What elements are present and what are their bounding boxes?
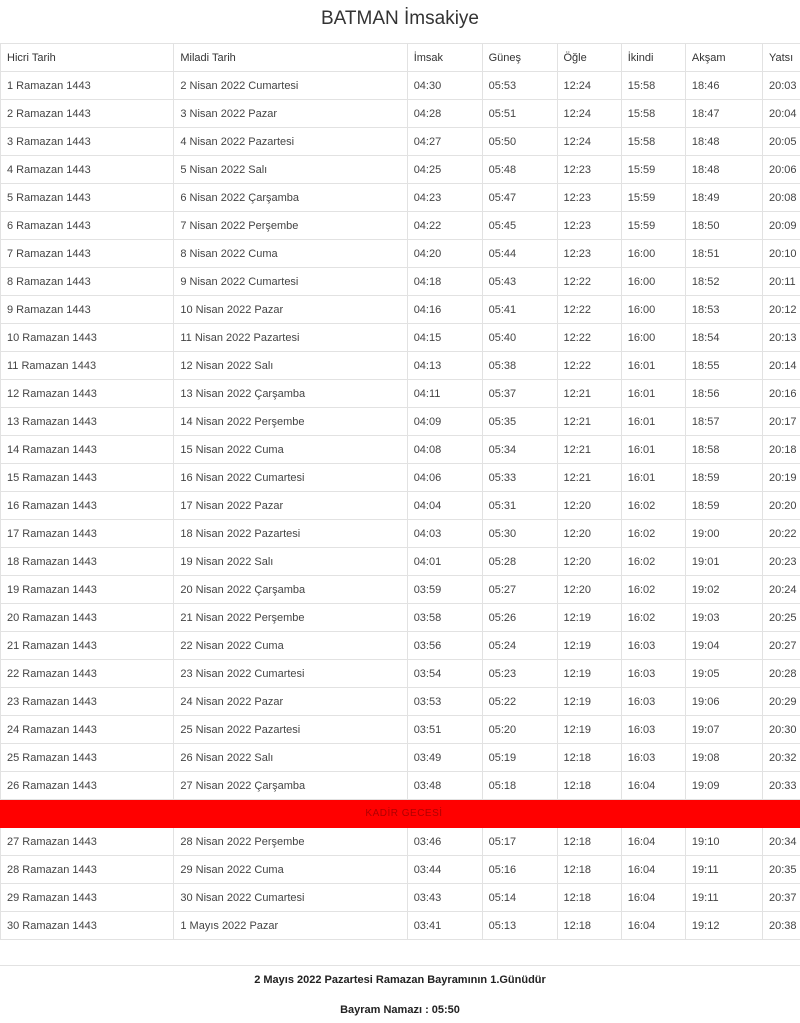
cell-miladi-tarih: 25 Nisan 2022 Pazartesi [174, 716, 407, 744]
cell-imsak: 04:20 [407, 240, 482, 268]
cell-imsak: 03:59 [407, 576, 482, 604]
footer-divider [0, 965, 800, 966]
table-row [1, 716, 800, 744]
cell-hicri-tarih: 13 Ramazan 1443 [1, 408, 174, 436]
cell-ikindi: 16:02 [621, 576, 685, 604]
cell-hicri-tarih: 21 Ramazan 1443 [1, 632, 174, 660]
cell-imsak: 03:44 [407, 856, 482, 884]
table-row [1, 324, 800, 352]
cell-yatsi: 20:35 [762, 856, 800, 884]
cell-hicri-tarih: 6 Ramazan 1443 [1, 212, 174, 240]
table-row [1, 632, 800, 660]
cell-ikindi: 16:03 [621, 660, 685, 688]
cell-imsak: 04:13 [407, 352, 482, 380]
table-row [1, 408, 800, 436]
table-row [1, 744, 800, 772]
cell-imsak: 03:53 [407, 688, 482, 716]
cell-hicri-tarih: 10 Ramazan 1443 [1, 324, 174, 352]
cell-aksam: 19:01 [685, 548, 762, 576]
cell-imsak: 03:43 [407, 884, 482, 912]
cell-yatsi: 20:10 [762, 240, 800, 268]
cell-gunes: 05:34 [482, 436, 557, 464]
cell-ikindi: 15:58 [621, 100, 685, 128]
cell-imsak: 04:30 [407, 72, 482, 100]
table-row [1, 212, 800, 240]
cell-aksam: 19:12 [685, 912, 762, 940]
cell-aksam: 19:05 [685, 660, 762, 688]
cell-yatsi: 20:16 [762, 380, 800, 408]
cell-ogle: 12:18 [557, 912, 621, 940]
cell-aksam: 18:56 [685, 380, 762, 408]
cell-yatsi: 20:19 [762, 464, 800, 492]
cell-aksam: 18:50 [685, 212, 762, 240]
cell-ogle: 12:22 [557, 296, 621, 324]
cell-ikindi: 16:00 [621, 324, 685, 352]
cell-miladi-tarih: 24 Nisan 2022 Pazar [174, 688, 407, 716]
cell-imsak: 03:48 [407, 772, 482, 800]
table-row [1, 100, 800, 128]
cell-ogle: 12:21 [557, 380, 621, 408]
kadir-gecesi-label: KADİR GECESİ [1, 800, 800, 828]
cell-hicri-tarih: 22 Ramazan 1443 [1, 660, 174, 688]
cell-gunes: 05:41 [482, 296, 557, 324]
cell-aksam: 19:06 [685, 688, 762, 716]
cell-ogle: 12:19 [557, 604, 621, 632]
cell-ogle: 12:21 [557, 408, 621, 436]
cell-miladi-tarih: 21 Nisan 2022 Perşembe [174, 604, 407, 632]
cell-yatsi: 20:23 [762, 548, 800, 576]
cell-ogle: 12:20 [557, 492, 621, 520]
table-row [1, 884, 800, 912]
cell-aksam: 18:57 [685, 408, 762, 436]
cell-ikindi: 16:04 [621, 856, 685, 884]
cell-yatsi: 20:18 [762, 436, 800, 464]
cell-yatsi: 20:25 [762, 604, 800, 632]
header-aksam: Akşam [685, 44, 762, 72]
cell-ikindi: 16:03 [621, 632, 685, 660]
cell-ogle: 12:20 [557, 520, 621, 548]
cell-miladi-tarih: 2 Nisan 2022 Cumartesi [174, 72, 407, 100]
table-row [1, 296, 800, 324]
cell-hicri-tarih: 26 Ramazan 1443 [1, 772, 174, 800]
cell-aksam: 19:09 [685, 772, 762, 800]
table-row [1, 184, 800, 212]
cell-miladi-tarih: 27 Nisan 2022 Çarşamba [174, 772, 407, 800]
cell-gunes: 05:37 [482, 380, 557, 408]
cell-yatsi: 20:37 [762, 884, 800, 912]
cell-ikindi: 16:00 [621, 240, 685, 268]
cell-gunes: 05:19 [482, 744, 557, 772]
table-row [1, 828, 800, 856]
cell-yatsi: 20:11 [762, 268, 800, 296]
header-gunes: Güneş [482, 44, 557, 72]
cell-hicri-tarih: 16 Ramazan 1443 [1, 492, 174, 520]
cell-aksam: 18:47 [685, 100, 762, 128]
cell-yatsi: 20:33 [762, 772, 800, 800]
cell-imsak: 04:16 [407, 296, 482, 324]
cell-miladi-tarih: 3 Nisan 2022 Pazar [174, 100, 407, 128]
cell-yatsi: 20:34 [762, 828, 800, 856]
table-row [1, 772, 800, 800]
cell-ikindi: 16:04 [621, 884, 685, 912]
cell-yatsi: 20:29 [762, 688, 800, 716]
cell-ikindi: 15:59 [621, 184, 685, 212]
cell-imsak: 04:08 [407, 436, 482, 464]
cell-hicri-tarih: 17 Ramazan 1443 [1, 520, 174, 548]
cell-gunes: 05:50 [482, 128, 557, 156]
cell-hicri-tarih: 24 Ramazan 1443 [1, 716, 174, 744]
cell-aksam: 18:54 [685, 324, 762, 352]
cell-gunes: 05:48 [482, 156, 557, 184]
table-row [1, 688, 800, 716]
cell-ikindi: 16:02 [621, 604, 685, 632]
cell-miladi-tarih: 15 Nisan 2022 Cuma [174, 436, 407, 464]
cell-yatsi: 20:08 [762, 184, 800, 212]
table-row [1, 464, 800, 492]
cell-gunes: 05:31 [482, 492, 557, 520]
cell-ogle: 12:23 [557, 212, 621, 240]
cell-ikindi: 16:02 [621, 548, 685, 576]
cell-imsak: 04:03 [407, 520, 482, 548]
page-title: BATMAN İmsakiye [320, 8, 479, 29]
table-row [1, 912, 800, 940]
cell-miladi-tarih: 12 Nisan 2022 Salı [174, 352, 407, 380]
cell-ogle: 12:21 [557, 464, 621, 492]
table-row [1, 520, 800, 548]
cell-ikindi: 16:01 [621, 408, 685, 436]
cell-miladi-tarih: 29 Nisan 2022 Cuma [174, 856, 407, 884]
cell-hicri-tarih: 2 Ramazan 1443 [1, 100, 174, 128]
cell-miladi-tarih: 6 Nisan 2022 Çarşamba [174, 184, 407, 212]
cell-aksam: 18:59 [685, 492, 762, 520]
cell-ogle: 12:22 [557, 268, 621, 296]
cell-ogle: 12:19 [557, 716, 621, 744]
cell-gunes: 05:27 [482, 576, 557, 604]
cell-ikindi: 16:02 [621, 492, 685, 520]
cell-ogle: 12:20 [557, 548, 621, 576]
header-hicri-tarih: Hicri Tarih [1, 44, 174, 72]
cell-miladi-tarih: 4 Nisan 2022 Pazartesi [174, 128, 407, 156]
cell-yatsi: 20:28 [762, 660, 800, 688]
cell-gunes: 05:47 [482, 184, 557, 212]
cell-hicri-tarih: 15 Ramazan 1443 [1, 464, 174, 492]
cell-imsak: 04:11 [407, 380, 482, 408]
bayram-namazi-time: Bayram Namazı : 05:50 [340, 1004, 460, 1016]
cell-hicri-tarih: 5 Ramazan 1443 [1, 184, 174, 212]
cell-aksam: 18:59 [685, 464, 762, 492]
cell-ikindi: 15:58 [621, 128, 685, 156]
cell-ikindi: 16:01 [621, 352, 685, 380]
cell-hicri-tarih: 23 Ramazan 1443 [1, 688, 174, 716]
cell-hicri-tarih: 7 Ramazan 1443 [1, 240, 174, 268]
cell-imsak: 04:04 [407, 492, 482, 520]
cell-aksam: 18:48 [685, 128, 762, 156]
header-ikindi: İkindi [621, 44, 685, 72]
cell-miladi-tarih: 26 Nisan 2022 Salı [174, 744, 407, 772]
cell-miladi-tarih: 19 Nisan 2022 Salı [174, 548, 407, 576]
cell-ikindi: 16:01 [621, 380, 685, 408]
cell-miladi-tarih: 8 Nisan 2022 Cuma [174, 240, 407, 268]
cell-gunes: 05:38 [482, 352, 557, 380]
cell-miladi-tarih: 23 Nisan 2022 Cumartesi [174, 660, 407, 688]
cell-imsak: 04:28 [407, 100, 482, 128]
cell-ikindi: 16:02 [621, 520, 685, 548]
cell-hicri-tarih: 18 Ramazan 1443 [1, 548, 174, 576]
cell-ogle: 12:19 [557, 632, 621, 660]
cell-gunes: 05:16 [482, 856, 557, 884]
cell-imsak: 04:22 [407, 212, 482, 240]
table-row [1, 576, 800, 604]
table-header-row [1, 44, 800, 72]
table-row [1, 240, 800, 268]
cell-ikindi: 15:59 [621, 156, 685, 184]
cell-gunes: 05:14 [482, 884, 557, 912]
cell-gunes: 05:30 [482, 520, 557, 548]
cell-miladi-tarih: 16 Nisan 2022 Cumartesi [174, 464, 407, 492]
cell-imsak: 03:54 [407, 660, 482, 688]
table-row [1, 128, 800, 156]
cell-imsak: 04:18 [407, 268, 482, 296]
cell-ogle: 12:18 [557, 884, 621, 912]
header-ogle: Öğle [557, 44, 621, 72]
cell-miladi-tarih: 18 Nisan 2022 Pazartesi [174, 520, 407, 548]
cell-aksam: 18:53 [685, 296, 762, 324]
cell-yatsi: 20:20 [762, 492, 800, 520]
cell-gunes: 05:18 [482, 772, 557, 800]
cell-ikindi: 16:04 [621, 828, 685, 856]
kadir-gecesi-row [1, 800, 800, 828]
table-row [1, 604, 800, 632]
cell-aksam: 19:10 [685, 828, 762, 856]
cell-aksam: 19:11 [685, 884, 762, 912]
cell-gunes: 05:13 [482, 912, 557, 940]
cell-hicri-tarih: 29 Ramazan 1443 [1, 884, 174, 912]
cell-aksam: 18:46 [685, 72, 762, 100]
cell-yatsi: 20:14 [762, 352, 800, 380]
cell-yatsi: 20:13 [762, 324, 800, 352]
cell-ogle: 12:19 [557, 688, 621, 716]
cell-imsak: 03:41 [407, 912, 482, 940]
cell-ikindi: 16:04 [621, 912, 685, 940]
cell-ogle: 12:18 [557, 828, 621, 856]
cell-aksam: 18:51 [685, 240, 762, 268]
cell-gunes: 05:40 [482, 324, 557, 352]
cell-hicri-tarih: 20 Ramazan 1443 [1, 604, 174, 632]
table-body [1, 72, 800, 940]
cell-miladi-tarih: 7 Nisan 2022 Perşembe [174, 212, 407, 240]
cell-ikindi: 16:04 [621, 772, 685, 800]
bayram-info: 2 Mayıs 2022 Pazartesi Ramazan Bayramının 1.Günüdür [254, 974, 546, 986]
cell-aksam: 19:03 [685, 604, 762, 632]
cell-yatsi: 20:04 [762, 100, 800, 128]
cell-yatsi: 20:17 [762, 408, 800, 436]
cell-yatsi: 20:05 [762, 128, 800, 156]
cell-miladi-tarih: 20 Nisan 2022 Çarşamba [174, 576, 407, 604]
cell-hicri-tarih: 8 Ramazan 1443 [1, 268, 174, 296]
cell-ogle: 12:23 [557, 156, 621, 184]
table-row [1, 352, 800, 380]
cell-imsak: 03:56 [407, 632, 482, 660]
cell-hicri-tarih: 1 Ramazan 1443 [1, 72, 174, 100]
cell-miladi-tarih: 22 Nisan 2022 Cuma [174, 632, 407, 660]
cell-ikindi: 16:03 [621, 688, 685, 716]
cell-ikindi: 15:58 [621, 72, 685, 100]
table-row [1, 660, 800, 688]
cell-ikindi: 16:01 [621, 464, 685, 492]
header-yatsi: Yatsı [762, 44, 800, 72]
cell-aksam: 19:04 [685, 632, 762, 660]
cell-aksam: 18:52 [685, 268, 762, 296]
cell-imsak: 03:58 [407, 604, 482, 632]
table-row [1, 856, 800, 884]
cell-aksam: 18:48 [685, 156, 762, 184]
header-imsak: İmsak [407, 44, 482, 72]
cell-gunes: 05:28 [482, 548, 557, 576]
table-row [1, 548, 800, 576]
cell-hicri-tarih: 30 Ramazan 1443 [1, 912, 174, 940]
cell-miladi-tarih: 17 Nisan 2022 Pazar [174, 492, 407, 520]
cell-ogle: 12:22 [557, 324, 621, 352]
cell-yatsi: 20:38 [762, 912, 800, 940]
cell-hicri-tarih: 28 Ramazan 1443 [1, 856, 174, 884]
cell-miladi-tarih: 13 Nisan 2022 Çarşamba [174, 380, 407, 408]
cell-imsak: 04:01 [407, 548, 482, 576]
cell-hicri-tarih: 3 Ramazan 1443 [1, 128, 174, 156]
table-row [1, 156, 800, 184]
cell-aksam: 18:58 [685, 436, 762, 464]
cell-hicri-tarih: 11 Ramazan 1443 [1, 352, 174, 380]
cell-gunes: 05:22 [482, 688, 557, 716]
cell-ogle: 12:18 [557, 772, 621, 800]
cell-miladi-tarih: 30 Nisan 2022 Cumartesi [174, 884, 407, 912]
cell-gunes: 05:26 [482, 604, 557, 632]
cell-ogle: 12:23 [557, 240, 621, 268]
cell-hicri-tarih: 19 Ramazan 1443 [1, 576, 174, 604]
cell-gunes: 05:45 [482, 212, 557, 240]
cell-yatsi: 20:30 [762, 716, 800, 744]
cell-miladi-tarih: 10 Nisan 2022 Pazar [174, 296, 407, 324]
cell-ogle: 12:21 [557, 436, 621, 464]
cell-ikindi: 16:03 [621, 716, 685, 744]
cell-ogle: 12:24 [557, 72, 621, 100]
cell-gunes: 05:35 [482, 408, 557, 436]
cell-imsak: 04:27 [407, 128, 482, 156]
cell-imsak: 04:15 [407, 324, 482, 352]
cell-hicri-tarih: 14 Ramazan 1443 [1, 436, 174, 464]
cell-aksam: 19:07 [685, 716, 762, 744]
cell-ogle: 12:18 [557, 744, 621, 772]
cell-ikindi: 16:00 [621, 296, 685, 324]
cell-miladi-tarih: 11 Nisan 2022 Pazartesi [174, 324, 407, 352]
cell-imsak: 04:09 [407, 408, 482, 436]
cell-ogle: 12:24 [557, 128, 621, 156]
cell-hicri-tarih: 12 Ramazan 1443 [1, 380, 174, 408]
table-row [1, 380, 800, 408]
cell-ikindi: 15:59 [621, 212, 685, 240]
cell-ogle: 12:23 [557, 184, 621, 212]
cell-yatsi: 20:03 [762, 72, 800, 100]
cell-hicri-tarih: 9 Ramazan 1443 [1, 296, 174, 324]
cell-hicri-tarih: 4 Ramazan 1443 [1, 156, 174, 184]
cell-yatsi: 20:32 [762, 744, 800, 772]
cell-aksam: 19:11 [685, 856, 762, 884]
cell-yatsi: 20:24 [762, 576, 800, 604]
cell-ikindi: 16:01 [621, 436, 685, 464]
cell-miladi-tarih: 1 Mayıs 2022 Pazar [174, 912, 407, 940]
cell-ogle: 12:19 [557, 660, 621, 688]
cell-miladi-tarih: 9 Nisan 2022 Cumartesi [174, 268, 407, 296]
cell-miladi-tarih: 28 Nisan 2022 Perşembe [174, 828, 407, 856]
cell-gunes: 05:51 [482, 100, 557, 128]
table-row [1, 492, 800, 520]
cell-miladi-tarih: 14 Nisan 2022 Perşembe [174, 408, 407, 436]
cell-ogle: 12:24 [557, 100, 621, 128]
cell-imsak: 04:25 [407, 156, 482, 184]
cell-ogle: 12:22 [557, 352, 621, 380]
cell-gunes: 05:20 [482, 716, 557, 744]
cell-yatsi: 20:06 [762, 156, 800, 184]
table-row [1, 436, 800, 464]
cell-imsak: 04:06 [407, 464, 482, 492]
table-row [1, 72, 800, 100]
cell-imsak: 03:49 [407, 744, 482, 772]
cell-gunes: 05:23 [482, 660, 557, 688]
cell-imsak: 04:23 [407, 184, 482, 212]
header-miladi-tarih: Miladi Tarih [174, 44, 407, 72]
cell-ikindi: 16:00 [621, 268, 685, 296]
cell-aksam: 18:49 [685, 184, 762, 212]
cell-gunes: 05:24 [482, 632, 557, 660]
cell-aksam: 19:02 [685, 576, 762, 604]
cell-ogle: 12:18 [557, 856, 621, 884]
cell-gunes: 05:33 [482, 464, 557, 492]
cell-aksam: 19:08 [685, 744, 762, 772]
cell-miladi-tarih: 5 Nisan 2022 Salı [174, 156, 407, 184]
cell-ogle: 12:20 [557, 576, 621, 604]
imsakiye-table [0, 43, 800, 940]
cell-gunes: 05:53 [482, 72, 557, 100]
cell-ikindi: 16:03 [621, 744, 685, 772]
table-row [1, 268, 800, 296]
cell-aksam: 19:00 [685, 520, 762, 548]
cell-imsak: 03:51 [407, 716, 482, 744]
cell-hicri-tarih: 27 Ramazan 1443 [1, 828, 174, 856]
cell-imsak: 03:46 [407, 828, 482, 856]
cell-hicri-tarih: 25 Ramazan 1443 [1, 744, 174, 772]
cell-gunes: 05:43 [482, 268, 557, 296]
cell-yatsi: 20:27 [762, 632, 800, 660]
cell-gunes: 05:17 [482, 828, 557, 856]
cell-yatsi: 20:09 [762, 212, 800, 240]
cell-yatsi: 20:22 [762, 520, 800, 548]
cell-yatsi: 20:12 [762, 296, 800, 324]
cell-aksam: 18:55 [685, 352, 762, 380]
cell-gunes: 05:44 [482, 240, 557, 268]
